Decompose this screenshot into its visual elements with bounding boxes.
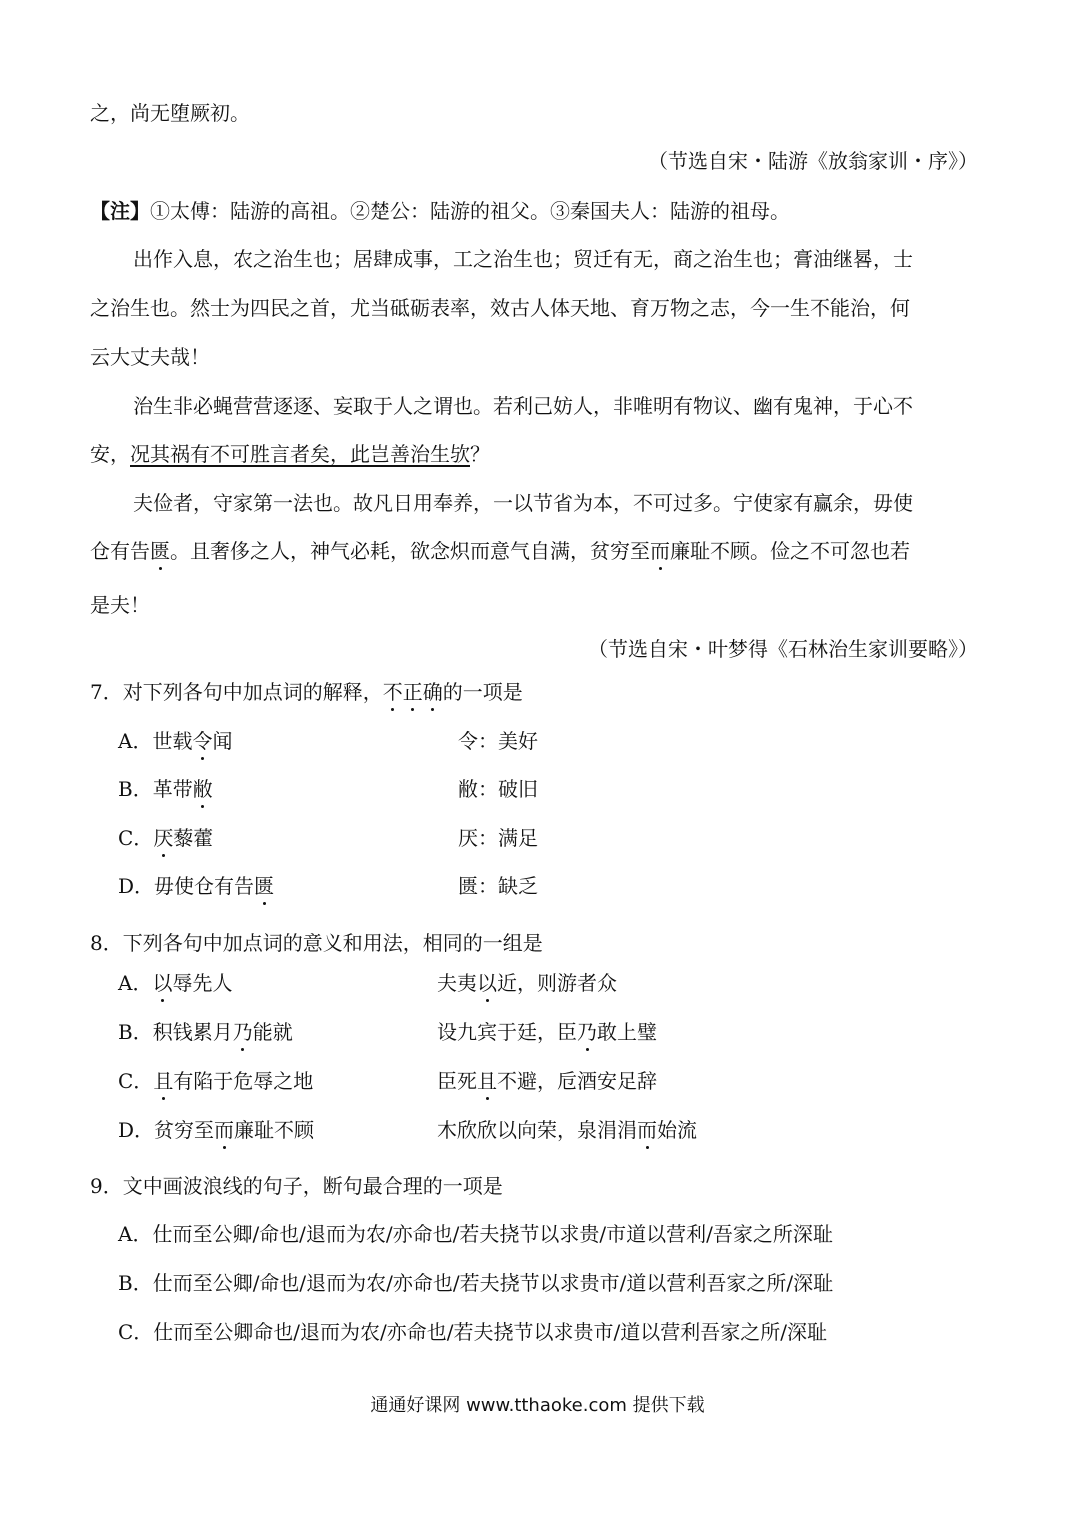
text: 廉耻不顾 [234,1118,315,1142]
text: ？ [470,442,490,466]
text: 安， [90,442,130,466]
text: 不避，卮酒安足辞 [497,1069,657,1093]
text: D．毋使仓有告 [118,874,255,898]
text: 辱先人 [172,971,233,995]
q9-option-b: B．仕而至公卿/命也/退而为农/亦命也/若夫挠节以求贵市/道以营利吾家之所/深耻 [118,1271,834,1295]
dotted-word: 匮 [150,539,170,563]
q8-option-a-compare [437,970,617,996]
q7-option-a-explanation: 令：美好 [458,729,538,753]
dotted-word: 正 [402,680,423,704]
dotted-word: 不 [382,680,403,704]
note [90,198,790,224]
q7-stem [90,679,523,705]
text: 闻 [212,729,233,753]
text: 廉耻不顾。俭之不可忽也若 [670,539,910,563]
note-text: ①太傅：陆游的高祖。②楚公：陆游的祖父。③秦国夫人：陆游的祖母。 [150,199,790,223]
text: C． [118,1069,154,1093]
text: C． [118,826,154,850]
text: 始流 [657,1118,697,1142]
q7-option-b [118,776,213,802]
q7-option-c-explanation: 厌：满足 [458,826,538,850]
q8-option-d [118,1117,314,1143]
text: 。且奢侈之人，神气必耗，欲念炽而意气自满，贫穷至 [170,539,650,563]
text: 木欣欣以向荣，泉涓涓 [437,1118,637,1142]
source-citation-2: （节选自宋・叶梦得《石林治生家训要略》） [588,637,978,661]
text: 能就 [252,1020,293,1044]
text: 有陷于危辱之地 [173,1069,314,1093]
dotted-word: 乃 [577,1020,597,1044]
q7-option-d [118,873,274,899]
passage-line: 出作入息，农之治生也；居肆成事，工之治生也；贸迁有无，商之治生也；膏油继晷，士 [133,247,913,271]
text: 设九宾于廷，臣 [437,1020,577,1044]
q9-option-c: C．仕而至公卿命也/退而为农/亦命也/若夫挠节以求贵市/道以营利吾家之所/深耻 [118,1320,827,1344]
passage-line: 之治生也。然士为四民之首，尤当砥砺表率，效古人体天地、育万物之志，今一生不能治，何 [90,296,910,320]
dotted-word: 而 [637,1118,657,1142]
q8-option-b [118,1019,293,1045]
q8-option-a [118,970,232,996]
q9-stem: 9．文中画波浪线的句子，断句最合理的一项是 [90,1174,503,1198]
text: B．革带 [118,777,193,801]
q8-option-d-compare [437,1117,697,1143]
text: 仓有告 [90,539,150,563]
text: 藜藿 [173,826,214,850]
passage-line: 是夫！ [90,593,150,617]
dotted-word: 而 [650,539,670,563]
text: B．积钱累月 [118,1020,233,1044]
q7-option-a [118,728,232,754]
note-label: 【注】 [90,199,150,223]
dotted-word: 厌 [153,826,174,850]
page-footer: 通通好课网 www.tthaoke.com 提供下载 [370,1395,705,1416]
text: 7．对下列各句中加点词的解释， [90,680,383,704]
underlined-sentence: 况其祸有不可胜言者矣，此岂善治生欤 [130,442,470,466]
text: 近，则游者众 [497,971,617,995]
dotted-word: 以 [152,971,173,995]
dotted-word: 乃 [232,1020,253,1044]
dotted-word: 且 [477,1069,497,1093]
dotted-word: 敝 [192,777,213,801]
q8-stem: 8．下列各句中加点词的意义和用法，相同的一组是 [90,931,543,955]
q7-option-c [118,825,213,851]
q7-option-b-explanation: 敝：破旧 [458,777,538,801]
text: 臣死 [437,1069,477,1093]
q7-option-d-explanation: 匮：缺乏 [458,874,538,898]
passage-line [90,441,490,467]
dotted-word: 而 [214,1118,235,1142]
passage-line: 治生非必蝇营营逐逐、妄取于人之谓也。若利己妨人，非唯明有物议、幽有鬼神，于心不 [133,394,913,418]
text: 敢上璧 [597,1020,657,1044]
text: D．贫穷至 [118,1118,215,1142]
q9-option-a: A．仕而至公卿/命也/退而为农/亦命也/若夫挠节以求贵/市道以营利/吾家之所深耻 [118,1222,833,1246]
text: 的一项是 [442,680,523,704]
dotted-word: 且 [153,1069,174,1093]
dotted-word: 匮 [254,874,275,898]
dotted-word: 令 [192,729,213,753]
q8-option-c [118,1068,313,1094]
text: A．世载 [118,729,193,753]
text: 夫夷 [437,971,477,995]
text: A． [118,971,153,995]
passage-line: 夫俭者，守家第一法也。故凡日用奉养，一以节省为本，不可过多。宁使家有赢余，毋使 [133,491,913,515]
passage-line [90,538,910,564]
passage-line: 之，尚无堕厥初。 [90,101,250,125]
passage-line: 云大丈夫哉！ [90,345,210,369]
dotted-word: 确 [422,680,443,704]
dotted-word: 以 [477,971,497,995]
source-citation-1: （节选自宋・陆游《放翁家训・序》） [648,149,978,173]
q8-option-b-compare [437,1019,657,1045]
q8-option-c-compare [437,1068,657,1094]
